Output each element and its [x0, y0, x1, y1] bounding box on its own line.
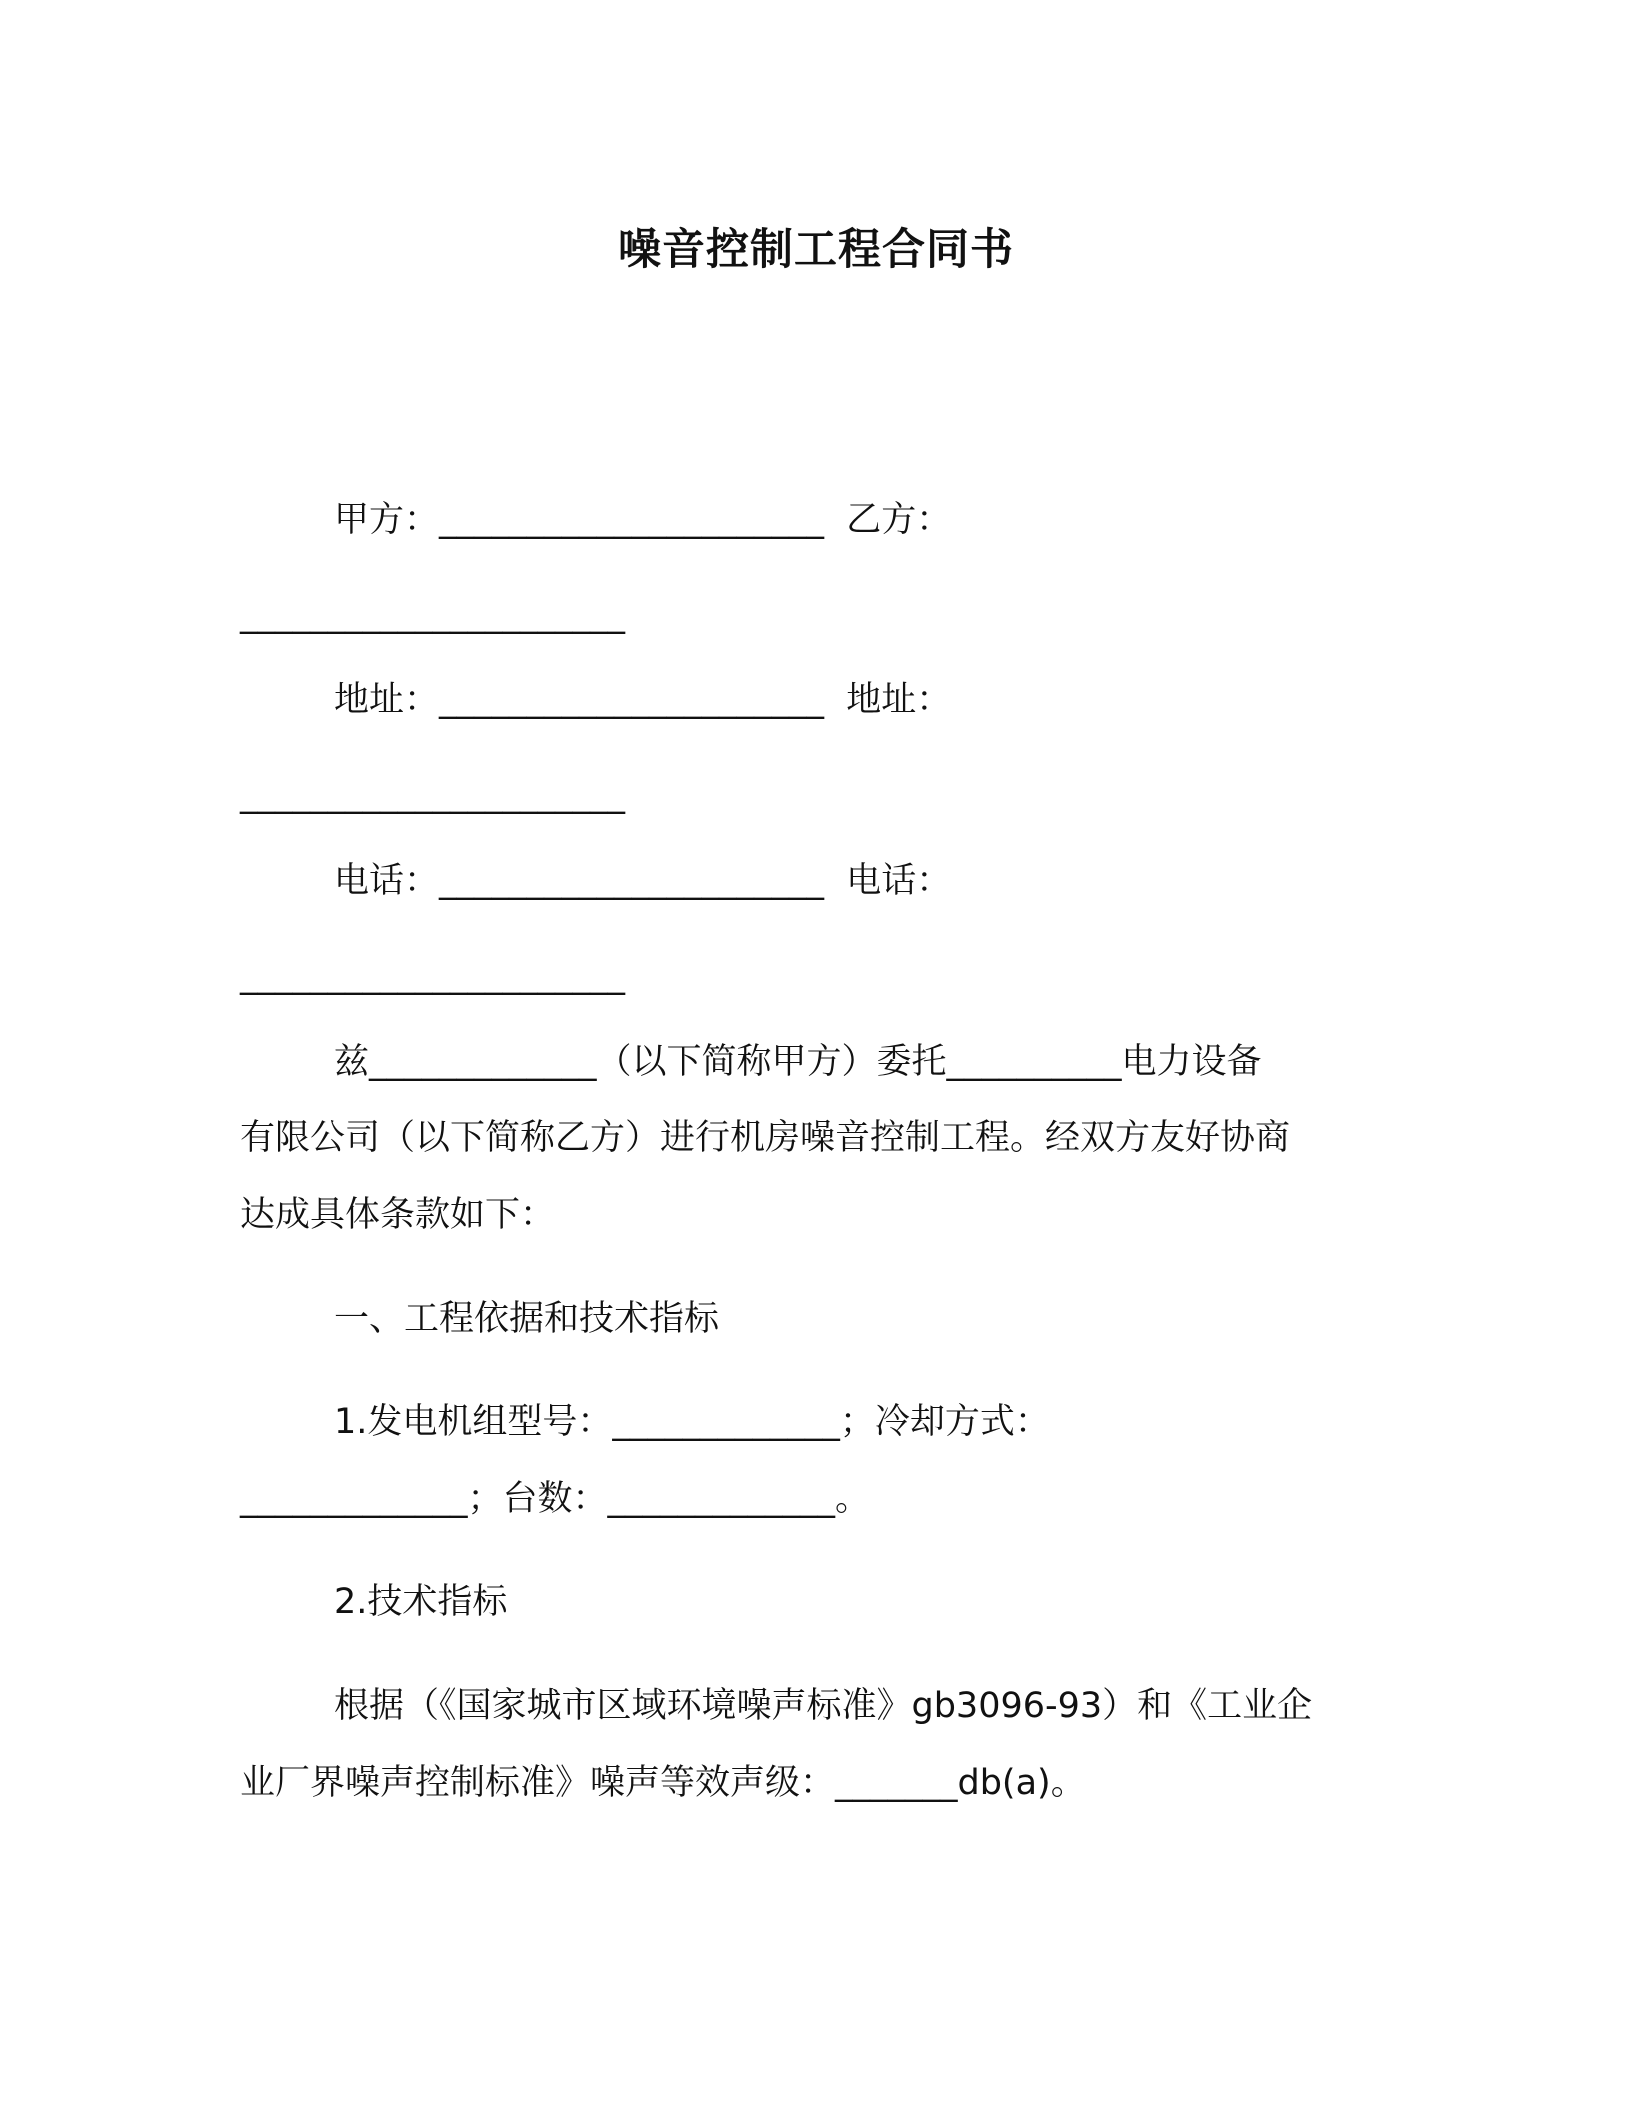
preamble-line-1: 兹_____________（以下简称甲方）委托__________电力设备	[334, 1042, 1262, 1082]
document-title: 噪音控制工程合同书	[618, 225, 1014, 275]
section-1-heading: 一、工程依据和技术指标	[334, 1299, 720, 1339]
party-b-phone-continuation: ______________________	[240, 956, 625, 996]
standard-basis-line-2: 业厂界噪声控制标准》噪声等效声级：_______db(a)。	[240, 1763, 1086, 1803]
party-b-name-continuation: ______________________	[240, 595, 625, 635]
party-a-b-name-line: 甲方：______________________ 乙方：	[334, 500, 952, 540]
party-b-address-continuation: ______________________	[240, 775, 625, 815]
standard-basis-line-1: 根据（《国家城市区域环境噪声标准》gb3096-93）和《工业企	[334, 1686, 1313, 1726]
preamble-line-3: 达成具体条款如下：	[240, 1195, 556, 1235]
generator-model-line: 1.发电机组型号：_____________；冷却方式：	[334, 1402, 1050, 1442]
party-a-b-address-line: 地址：______________________ 地址：	[334, 680, 952, 720]
party-a-b-phone-line: 电话：______________________ 电话：	[334, 861, 952, 901]
preamble-line-2: 有限公司（以下简称乙方）进行机房噪音控制工程。经双方友好协商	[240, 1118, 1291, 1158]
technical-index-heading: 2.技术指标	[334, 1582, 508, 1622]
cooling-count-line: _____________；台数：_____________。	[240, 1479, 871, 1519]
